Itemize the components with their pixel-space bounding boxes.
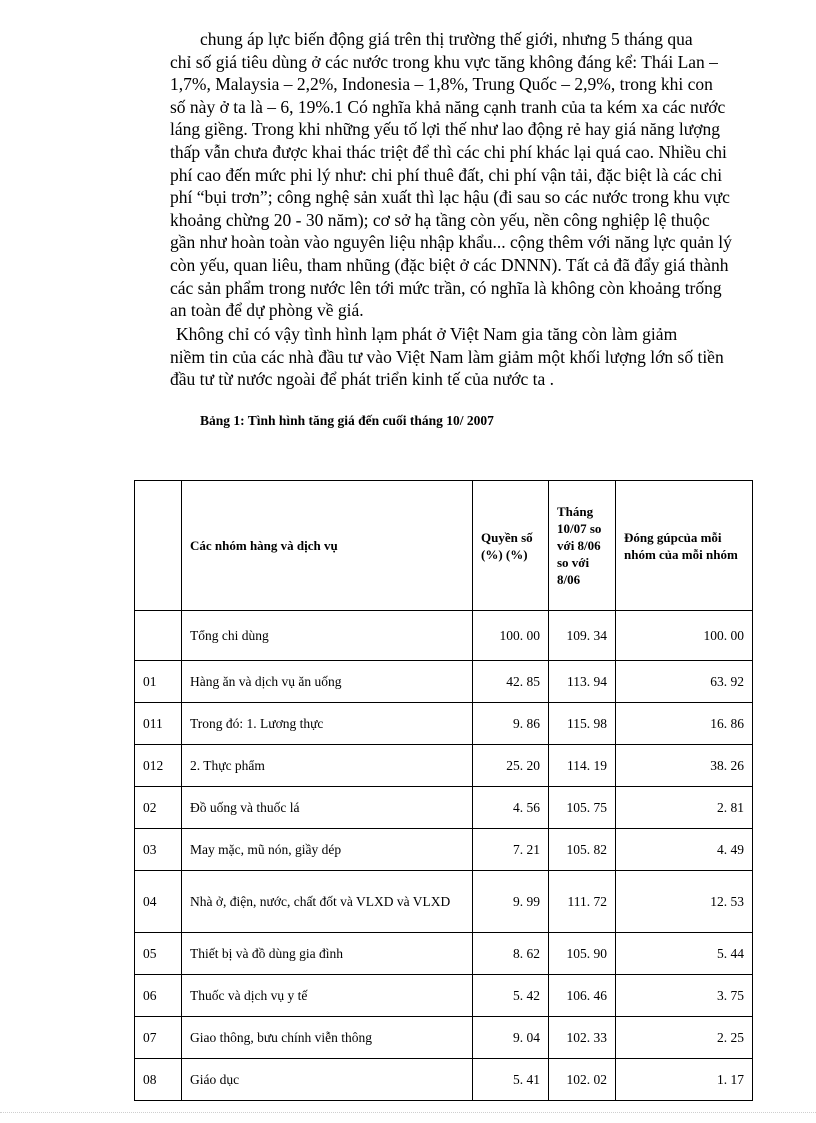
- body-paragraph-1: [170, 28, 744, 322]
- table-caption: Bảng 1: Tình hình tăng giá đến cuối tháng 10/ 2007: [200, 413, 494, 428]
- row-code: 012: [135, 745, 182, 787]
- row-weight: 9. 86: [473, 703, 549, 745]
- row-contribution: 3. 75: [616, 975, 753, 1017]
- text-line: 1,7%, Malaysia – 2,2%, Indonesia – 1,8%, Trung Quốc – 2,9%, trong khi con: [170, 74, 713, 95]
- table-row: [135, 703, 753, 745]
- row-code: 06: [135, 975, 182, 1017]
- row-contribution: 2. 25: [616, 1017, 753, 1059]
- table-row: [135, 975, 753, 1017]
- header-contribution: Đóng gúpcủa mỗi nhóm của mỗi nhóm: [616, 481, 753, 611]
- table-row: [135, 829, 753, 871]
- row-index: 109. 34: [549, 611, 616, 661]
- row-name: Hàng ăn và dịch vụ ăn uống: [182, 661, 473, 703]
- row-index: 115. 98: [549, 703, 616, 745]
- row-weight: 25. 20: [473, 745, 549, 787]
- row-index: 111. 72: [549, 871, 616, 933]
- row-contribution: 2. 81: [616, 787, 753, 829]
- row-name: May mặc, mũ nón, giầy dép: [182, 829, 473, 871]
- text-line: niềm tin của các nhà đầu tư vào Việt Nam làm giảm một khối lượng lớn số tiền: [170, 346, 724, 367]
- row-weight: 100. 00: [473, 611, 549, 661]
- row-weight: 4. 56: [473, 787, 549, 829]
- row-contribution: 12. 53: [616, 871, 753, 933]
- header-month-index: Tháng 10/07 so với 8/06 so với 8/06: [549, 481, 616, 611]
- row-weight: 9. 04: [473, 1017, 549, 1059]
- row-contribution: 100. 00: [616, 611, 753, 661]
- row-index: 114. 19: [549, 745, 616, 787]
- row-code: [135, 611, 182, 661]
- table-row: [135, 787, 753, 829]
- row-code: 011: [135, 703, 182, 745]
- row-index: 105. 75: [549, 787, 616, 829]
- row-name: 2. Thực phẩm: [182, 745, 473, 787]
- row-code: 03: [135, 829, 182, 871]
- text-line: còn yếu, quan liêu, tham nhũng (đặc biệt ở các DNNN). Tất cả đã đẩy giá thành: [170, 254, 729, 275]
- text-line: phí cao đến mức phi lý như: chi phí thuê đất, chi phí vận tải, đặc biệt là các chi: [170, 164, 723, 185]
- row-weight: 9. 99: [473, 871, 549, 933]
- price-increase-table: [134, 480, 753, 1101]
- row-name: Giáo dục: [182, 1059, 473, 1101]
- row-weight: 5. 41: [473, 1059, 549, 1101]
- text-line: số này ở ta là – 6, 19%.1 Có nghĩa khả năng cạnh tranh của ta kém xa các nước: [170, 96, 726, 117]
- table-row: [135, 661, 753, 703]
- table-header-row: [135, 481, 753, 611]
- body-paragraph-2: [170, 323, 744, 391]
- row-code: 05: [135, 933, 182, 975]
- row-name: Thuốc và dịch vụ y tế: [182, 975, 473, 1017]
- row-weight: 7. 21: [473, 829, 549, 871]
- row-contribution: 1. 17: [616, 1059, 753, 1101]
- table-row: [135, 871, 753, 933]
- row-index: 102. 33: [549, 1017, 616, 1059]
- row-contribution: 38. 26: [616, 745, 753, 787]
- text-line: các sản phẩm trong nước lên tới mức trần, có nghĩa là không còn khoảng trống: [170, 277, 722, 298]
- table-row: [135, 933, 753, 975]
- row-name: Trong đó: 1. Lương thực: [182, 703, 473, 745]
- row-weight: 42. 85: [473, 661, 549, 703]
- row-index: 105. 82: [549, 829, 616, 871]
- row-contribution: 16. 86: [616, 703, 753, 745]
- row-name: Thiết bị và đồ dùng gia đình: [182, 933, 473, 975]
- table-row: [135, 611, 753, 661]
- text-line: khoảng chừng 20 - 30 năm); cơ sở hạ tầng còn yếu, nền công nghiệp lệ thuộc: [170, 209, 710, 230]
- page-bottom-divider: [0, 1112, 816, 1114]
- text-line: Không chỉ có vậy tình hình lạm phát ở Việt Nam gia tăng còn làm giảm: [176, 324, 678, 344]
- text-line: thấp vẫn chưa được khai thác triệt để thì các chi phí khác lại quá cao. Nhiều chi: [170, 141, 727, 162]
- row-index: 102. 02: [549, 1059, 616, 1101]
- row-code: 01: [135, 661, 182, 703]
- row-contribution: 4. 49: [616, 829, 753, 871]
- row-index: 105. 90: [549, 933, 616, 975]
- text-line: láng giềng. Trong khi những yếu tố lợi thế như lao động rẻ hay giá năng lượng: [170, 119, 721, 140]
- row-contribution: 63. 92: [616, 661, 753, 703]
- text-line: chỉ số giá tiêu dùng ở các nước trong khu vực tăng không đáng kể: Thái Lan –: [170, 51, 718, 72]
- row-index: 113. 94: [549, 661, 616, 703]
- text-line: an toàn để dự phòng về giá.: [170, 300, 364, 321]
- row-name: Giao thông, bưu chính viễn thông: [182, 1017, 473, 1059]
- row-code: 08: [135, 1059, 182, 1101]
- header-weight: Quyền số (%) (%): [473, 481, 549, 611]
- row-index: 106. 46: [549, 975, 616, 1017]
- table-row: [135, 1059, 753, 1101]
- header-code: [135, 481, 182, 611]
- row-weight: 8. 62: [473, 933, 549, 975]
- text-line: đầu tư từ nước ngoài để phát triển kinh tế của nước ta .: [170, 369, 554, 390]
- header-group: Các nhóm hàng và dịch vụ: [182, 481, 473, 611]
- row-name: Tổng chi dùng: [182, 611, 473, 661]
- text-line: gần như hoàn toàn vào nguyên liệu nhập khẩu... cộng thêm với năng lực quản lý: [170, 232, 732, 253]
- row-code: 02: [135, 787, 182, 829]
- row-code: 07: [135, 1017, 182, 1059]
- row-code: 04: [135, 871, 182, 933]
- row-name: Nhà ở, điện, nước, chất đốt và VLXD và VLXD: [182, 871, 473, 933]
- row-name: Đồ uống và thuốc lá: [182, 787, 473, 829]
- table-row: [135, 1017, 753, 1059]
- row-weight: 5. 42: [473, 975, 549, 1017]
- table-row: [135, 745, 753, 787]
- text-line: chung áp lực biến động giá trên thị trường thế giới, nhưng 5 tháng qua: [200, 29, 693, 49]
- text-line: phí “bụi trơn”; công nghệ sản xuất thì lạc hậu (đi sau so các nước trong khu vực: [170, 187, 730, 208]
- row-contribution: 5. 44: [616, 933, 753, 975]
